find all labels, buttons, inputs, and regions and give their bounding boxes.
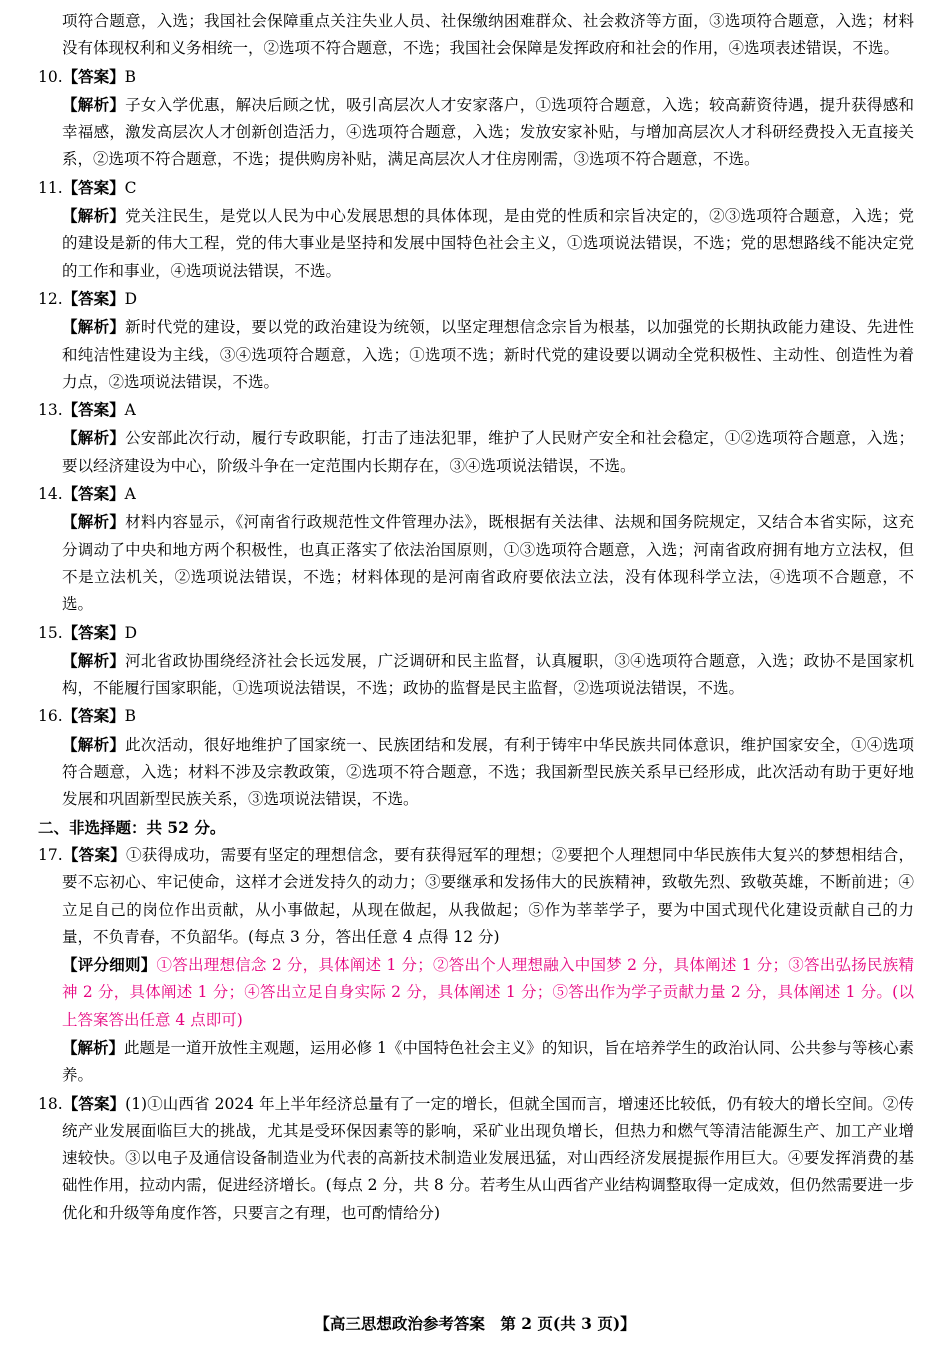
answer-value: A: [124, 485, 136, 504]
question-number: 17.: [38, 845, 63, 864]
question-17: [38, 841, 914, 1090]
answer-label: 【答案】: [62, 706, 125, 726]
analysis-text: 党关注民生，是党以人民为中心发展思想的具体体现，是由党的性质和宗旨决定的，②③选项符合题意，入选；党的建设是新的伟大工程，党的伟大事业是坚持和发展中国特色社会主义，①选项说法错误，不选；党的思想路线不能决定党的工作和事业，④选项说法错误，不选。: [62, 207, 914, 280]
answer-value: A: [124, 401, 136, 420]
answer-label: 【答案】: [62, 66, 125, 86]
analysis-label: 【解析】: [62, 650, 126, 670]
answer-content: [38, 8, 914, 1227]
analysis-label: 【解析】: [62, 317, 126, 337]
answer-label: 【答案】: [62, 484, 125, 504]
question-10: [38, 63, 914, 174]
answer-value: C: [124, 178, 137, 197]
question-number: 10.: [38, 67, 63, 86]
question-13: [38, 396, 914, 480]
question-14: [38, 480, 914, 618]
question-12: [38, 285, 914, 396]
answer-value: D: [124, 289, 138, 308]
question-16: [38, 702, 914, 813]
scoring-text: ①答出理想信念 2 分，具体阐述 1 分；②答出个人理想融入中国梦 2 分，具体阐述 1 分；③答出弘扬民族精神 2 分，具体阐述 1 分；④答出立足自身实际 2 分，具体阐述 1 分；⑤答出作为学子贡献力量 2 分，具体阐述 1 分。(以上答案答出任意 4 点即可): [62, 956, 914, 1029]
answer-label: 【答案】: [62, 288, 125, 308]
question-number: 11.: [38, 178, 63, 197]
answer-value: B: [124, 67, 137, 86]
answer-value: B: [124, 707, 137, 726]
answer-label: 【答案】: [62, 400, 125, 420]
analysis-text: 此题是一道开放性主观题，运用必修 1《中国特色社会主义》的知识，旨在培养学生的政治认同、公共参与等核心素养。: [62, 1038, 914, 1085]
question-11: [38, 174, 914, 285]
analysis-text: 新时代党的建设，要以党的政治建设为统领，以坚定理想信念宗旨为根基，以加强党的长期执政能力建设、先进性和纯洁性建设为主线，③④选项符合题意，入选；①选项不选；新时代党的建设要以调动全党积极性、主动性、创造性为着力点，②选项说法错误，不选。: [62, 318, 914, 391]
question-number: 16.: [38, 707, 63, 726]
answer-text: ①获得成功，需要有坚定的理想信念，要有获得冠军的理想；②要把个人理想同中华民族伟大复兴的梦想相结合，要不忘初心、牢记使命，这样才会迸发持久的动力；③要继承和发扬伟大的民族精神，致敬先烈、致敬英雄，不断前进；④立足自己的岗位作出贡献，从小事做起，从现在做起，从我做起；⑤作为莘莘学子，要为中国式现代化建设贡献自己的力量，不负青春，不负韶华。(每点 3 分，答出任意 4 点得 12 分): [62, 845, 914, 946]
section-heading: 二、非选择题：共 52 分。: [38, 817, 226, 837]
analysis-text: 公安部此次行动，履行专政职能，打击了违法犯罪，维护了人民财产安全和社会稳定，①②选项符合题意，入选；要以经济建设为中心，阶级斗争在一定范围内长期存在，③④选项说法错误，不选。: [62, 429, 914, 475]
analysis-label: 【解析】: [62, 428, 126, 448]
answer-label: 【答案】: [62, 622, 125, 642]
answer-label: 【答案】: [62, 844, 126, 864]
question-number: 12.: [38, 289, 63, 308]
analysis-label: 【解析】: [62, 734, 126, 754]
answer-text: (1)①山西省 2024 年上半年经济总量有了一定的增长，但就全国而言，增速还比较低，仍有较大的增长空间。②传统产业发展面临巨大的挑战，尤其是受环保因素等的影响，采矿业出现负增长，但热力和燃气等清洁能源生产、加工产业增速较快。③以电子及通信设备制造业为代表的高新技术制造业发展迅猛，对山西经济发展提振作用巨大。④要发挥消费的基础性作用，拉动内需，促进经济增长。(每点 2 分，共 8 分。若考生从山西省产业结构调整取得一定成效，但仍然需要进一步优化和升级等角度作答，只要言之有理，也可酌情给分): [62, 1094, 914, 1222]
page-footer: 【高三思想政治参考答案 第 2 页(共 3 页)】: [314, 1314, 636, 1333]
question-number: 18.: [38, 1094, 63, 1113]
question-number: 13.: [38, 401, 63, 420]
analysis-label: 【解析】: [62, 1037, 125, 1057]
scoring-label: 【评分细则】: [62, 955, 157, 975]
analysis-text: 材料内容显示，《河南省行政规范性文件管理办法》，既根据有关法律、法规和国务院规定，又结合本省实际，这充分调动了中央和地方两个积极性，也真正落实了依法治国原则，①③选项符合题意，入选；河南省政府拥有地方立法权，但不是立法机关，②选项说法错误，不选；材料体现的是河南省政府要依法立法，没有体现科学立法，④选项不合题意，不选。: [62, 513, 914, 614]
answer-value: D: [124, 623, 138, 642]
analysis-label: 【解析】: [62, 512, 126, 532]
analysis-text: 此次活动，很好地维护了国家统一、民族团结和发展，有利于铸牢中华民族共同体意识，维护国家安全，①④选项符合题意，入选；材料不涉及宗教政策，②选项不符合题意，不选；我国新型民族关系早已经形成，此次活动有助于更好地发展和巩固新型民族关系，③选项说法错误，不选。: [62, 735, 914, 809]
analysis-label: 【解析】: [62, 94, 126, 114]
question-18: [38, 1090, 914, 1227]
answer-label: 【答案】: [62, 1093, 126, 1113]
answer-label: 【答案】: [62, 177, 125, 197]
intro-paragraph: 项符合题意，入选；我国社会保障重点关注失业人员、社保缴纳困难群众、社会救济等方面，③选项符合题意，入选；材料没有体现权利和义务相统一，②选项不符合题意，不选；我国社会保障是发挥政府和社会的作用，④选项表述错误，不选。: [62, 12, 914, 58]
question-15: [38, 619, 914, 703]
question-number: 15.: [38, 623, 63, 642]
analysis-label: 【解析】: [62, 206, 126, 226]
analysis-text: 河北省政协围绕经济社会长远发展，广泛调研和民主监督，认真履职，③④选项符合题意，入选；政协不是国家机构，不能履行国家职能，①选项说法错误，不选；政协的监督是民主监督，②选项说法错误，不选。: [62, 651, 914, 698]
analysis-text: 子女入学优惠，解决后顾之忧，吸引高层次人才安家落户，①选项符合题意，入选；较高薪资待遇，提升获得感和幸福感，激发高层次人才创新创造活力，④选项符合题意，入选；发放安家补贴，与增加高层次人才科研经费投入无直接关系，②选项不符合题意，不选；提供购房补贴，满足高层次人才住房刚需，③选项不符合题意，不选。: [62, 95, 914, 169]
question-number: 14.: [38, 485, 63, 504]
